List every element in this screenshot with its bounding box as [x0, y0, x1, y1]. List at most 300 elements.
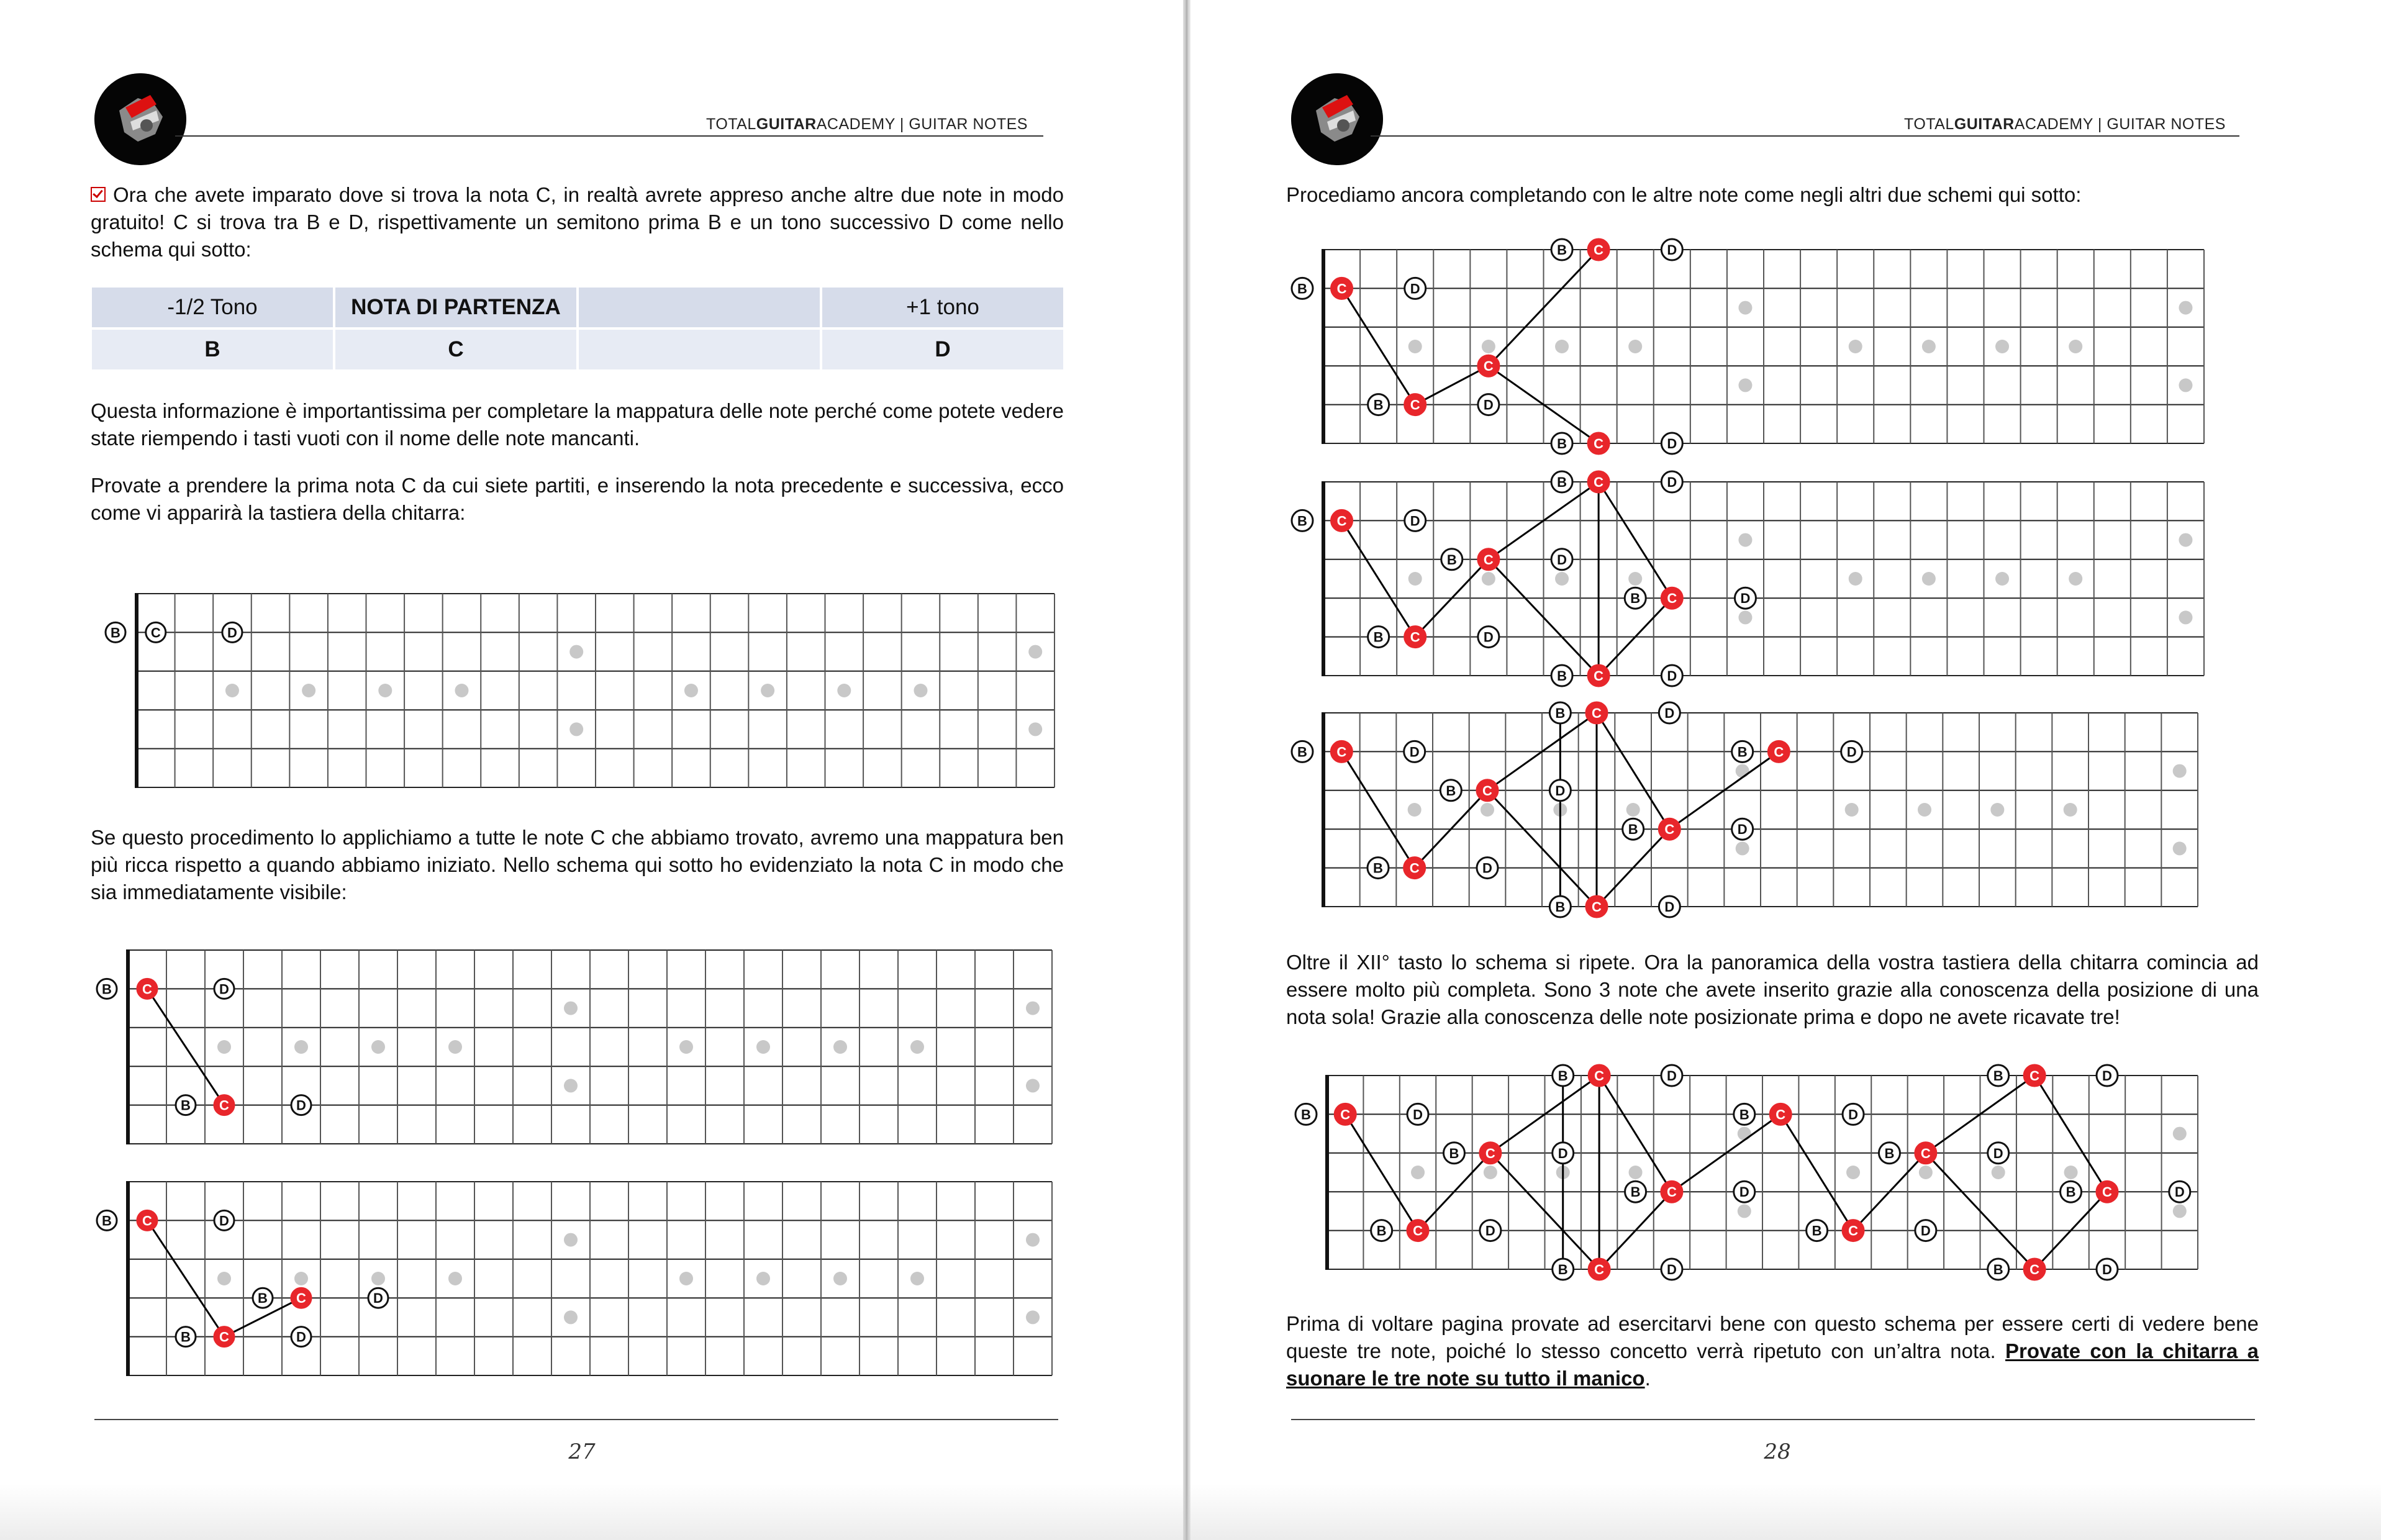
note-b [1440, 780, 1461, 801]
fretboard-diagram-7 [1286, 1061, 2267, 1284]
note-label: B [1301, 1107, 1311, 1123]
note-c-highlight [1661, 587, 1682, 609]
note-d [1915, 1220, 1936, 1241]
note-b [1367, 858, 1389, 879]
fretboard-diagram-2 [91, 943, 1059, 1154]
note-label: C [1483, 551, 1494, 568]
fret-marker [2064, 803, 2077, 817]
note-label: C [2030, 1068, 2040, 1084]
note-c-highlight [137, 1210, 157, 1230]
note-label: B [111, 625, 120, 641]
note-label: C [1336, 513, 1347, 529]
note-label: C [1413, 1223, 1423, 1239]
note-label: B [1884, 1145, 1895, 1161]
note-label: C [150, 625, 161, 641]
note-label: D [1667, 474, 1677, 490]
note-b [1295, 1103, 1317, 1125]
note-label: D [2102, 1262, 2112, 1277]
fret-marker [2173, 1127, 2187, 1141]
note-b [1988, 1259, 2009, 1280]
fret-marker [1408, 340, 1422, 353]
note-d [1661, 471, 1682, 492]
fretboard-diagram-4 [1286, 235, 2255, 458]
note-label: C [142, 1213, 152, 1229]
note-label: D [1557, 551, 1567, 568]
paragraph-first-c: Provate a prendere la prima nota C da cui siete partiti, e inserendo la nota precedente e successiva, ecco come vi apparirà la tastiera della chitarra: [91, 474, 1064, 524]
fret-marker [679, 1040, 693, 1054]
note-c-highlight [1405, 627, 1426, 648]
fret-marker [2179, 610, 2192, 624]
fret-marker [2179, 533, 2192, 547]
footer-rule [94, 1419, 1058, 1420]
note-label: C [142, 981, 152, 997]
note-b [97, 979, 117, 999]
note-d [1843, 1103, 1864, 1125]
fret-marker [569, 722, 583, 736]
fret-marker [756, 1272, 770, 1285]
note-d [1661, 1259, 1682, 1280]
fret-marker [1628, 340, 1642, 353]
fret-marker [1555, 572, 1569, 586]
fret-marker [761, 684, 774, 697]
note-c-highlight [1589, 1259, 1610, 1280]
note-b [1371, 1220, 1392, 1241]
note-d [214, 979, 234, 999]
fret-marker [294, 1040, 308, 1054]
note-d [1661, 665, 1682, 686]
fret-marker [1738, 301, 1752, 315]
fret-marker [371, 1040, 385, 1054]
fret-marker [1026, 1002, 1040, 1015]
note-label: B [1993, 1068, 2003, 1084]
note-d [222, 622, 242, 642]
note-b [1549, 702, 1571, 723]
note-b [1732, 741, 1753, 762]
note-label: D [296, 1329, 306, 1345]
fret-marker [1992, 1166, 2005, 1179]
right-page [1190, 0, 2381, 1540]
note-label: B [1739, 1107, 1749, 1123]
note-d [1405, 510, 1426, 531]
note-label: B [102, 981, 112, 997]
note-label: D [1483, 629, 1494, 645]
checkbox-icon [91, 187, 106, 202]
running-header: TOTALGUITARACADEMY | GUITAR NOTES [1904, 116, 2226, 133]
fret-marker [1026, 1310, 1040, 1324]
fret-marker [1849, 340, 1862, 353]
note-label: B [1449, 1145, 1459, 1161]
note-c-highlight [1661, 1181, 1682, 1202]
note-label: D [1667, 1068, 1677, 1084]
note-label: C [2102, 1184, 2112, 1200]
note-b [97, 1210, 117, 1230]
note-c [146, 622, 166, 642]
fretboard-diagram-5 [1286, 467, 2255, 691]
note-label: B [1630, 1184, 1641, 1200]
note-d [1735, 587, 1756, 609]
note-label: D [1483, 397, 1494, 413]
note-b [1549, 896, 1571, 917]
note-label: D [1664, 705, 1675, 721]
fret-marker [1738, 1204, 1751, 1218]
table-header-row [92, 288, 1063, 327]
fret-marker [2069, 572, 2082, 586]
note-b [2061, 1181, 2082, 1202]
note-label: B [1993, 1262, 2003, 1277]
note-b [1625, 1181, 1646, 1202]
note-label: D [1664, 899, 1675, 915]
fret-marker [378, 684, 392, 697]
note-b [253, 1288, 273, 1308]
note-c-highlight [2024, 1259, 2045, 1280]
note-d [1659, 702, 1680, 723]
note-label: D [1737, 822, 1748, 838]
fret-marker [1482, 572, 1495, 586]
note-b [1292, 510, 1313, 531]
note-c-highlight [1586, 896, 1607, 917]
note-label: C [1336, 744, 1347, 760]
fret-marker [1628, 572, 1642, 586]
note-label: D [1667, 1262, 1677, 1277]
table-header-cell: NOTA DI PARTENZA [335, 288, 576, 327]
note-label: B [1557, 668, 1567, 684]
note-label: D [1410, 513, 1420, 529]
fretboard-diagram-1 [93, 584, 1062, 795]
note-d [291, 1095, 311, 1115]
page-shadow [0, 1484, 2381, 1540]
note-label: B [1446, 551, 1457, 568]
fret-marker [564, 1079, 578, 1092]
note-label: B [181, 1097, 191, 1113]
note-label: D [1410, 281, 1420, 297]
header-rule [175, 135, 1043, 137]
fret-marker [1845, 803, 1859, 817]
note-label: B [1297, 513, 1307, 529]
fret-marker [1738, 533, 1752, 547]
note-label: D [2174, 1184, 2185, 1200]
note-c-highlight [1478, 549, 1499, 570]
fret-marker [294, 1272, 308, 1285]
note-label: B [1555, 705, 1566, 721]
fret-marker [448, 1040, 462, 1054]
note-d [1551, 549, 1572, 570]
fret-marker [833, 1040, 847, 1054]
note-label: D [1558, 1145, 1568, 1161]
table-cell [579, 330, 820, 369]
note-label: C [219, 1329, 229, 1345]
table-header-cell: +1 tono [822, 288, 1063, 327]
fret-marker [1738, 610, 1752, 624]
note-label: D [1667, 242, 1677, 258]
note-label: C [219, 1097, 229, 1113]
connector-line [1342, 520, 1415, 636]
note-d [1661, 433, 1682, 454]
note-label: C [1594, 474, 1604, 490]
note-label: C [1848, 1223, 1858, 1239]
note-label: D [1485, 1223, 1495, 1239]
note-c-highlight [1589, 1065, 1610, 1086]
fret-marker [1919, 1166, 1933, 1179]
note-label: B [1297, 281, 1307, 297]
note-d [2169, 1181, 2190, 1202]
fret-marker [1028, 645, 1042, 659]
note-d [2097, 1065, 2118, 1086]
note-b [1443, 1143, 1464, 1164]
fret-marker [1028, 722, 1042, 736]
note-label: C [2030, 1262, 2040, 1277]
note-c-highlight [1478, 355, 1499, 376]
note-b [1292, 741, 1313, 762]
fret-marker [1408, 572, 1422, 586]
fret-marker [564, 1002, 578, 1015]
note-label: C [1920, 1145, 1931, 1161]
note-label: C [1667, 1184, 1677, 1200]
note-d [1478, 627, 1499, 648]
note-label: B [1376, 1223, 1387, 1239]
fret-marker [2173, 841, 2187, 855]
fret-marker [756, 1040, 770, 1054]
note-table [89, 285, 1066, 372]
note-label: B [181, 1329, 191, 1345]
note-c-highlight [137, 979, 157, 999]
note-b [1551, 239, 1572, 260]
note-b [1368, 394, 1389, 415]
fret-marker [1922, 340, 1936, 353]
note-c-highlight [1588, 239, 1609, 260]
fret-marker [1484, 1166, 1497, 1179]
note-label: B [2066, 1184, 2076, 1200]
note-c-highlight [1770, 1103, 1791, 1125]
academy-logo [1291, 73, 1383, 165]
fret-marker [2064, 1166, 2078, 1179]
note-c-highlight [1331, 278, 1353, 299]
note-label: D [1667, 436, 1677, 451]
fret-marker [225, 684, 239, 697]
note-label: C [1410, 629, 1420, 645]
note-b [176, 1095, 196, 1115]
fretboard-diagram-6 [1286, 698, 2255, 922]
note-label: B [1558, 1262, 1568, 1277]
fret-marker [1849, 572, 1862, 586]
table-cell: B [92, 330, 333, 369]
fret-marker [1482, 340, 1495, 353]
note-label: C [1594, 436, 1604, 451]
note-b [176, 1327, 196, 1347]
page-number: 27 [568, 1439, 596, 1464]
note-b [1551, 433, 1572, 454]
note-d [1405, 278, 1426, 299]
fret-marker [1846, 1166, 1860, 1179]
note-label: B [1373, 397, 1384, 413]
fret-marker [1629, 1166, 1643, 1179]
fret-marker [2173, 1204, 2187, 1218]
connector-line [1345, 1114, 1418, 1230]
note-c-highlight [1407, 1220, 1428, 1241]
note-label: B [1446, 782, 1456, 799]
note-label: C [1664, 822, 1675, 838]
note-c-highlight [214, 1327, 234, 1347]
note-d [1732, 818, 1753, 840]
note-b [1441, 549, 1463, 570]
fret-marker [564, 1233, 578, 1247]
note-d [1553, 1143, 1574, 1164]
note-b [1553, 1259, 1574, 1280]
page-gutter [1183, 0, 1190, 1540]
left-page [0, 0, 1183, 1540]
table-cell: D [822, 330, 1063, 369]
note-label: B [1557, 436, 1567, 451]
fretboard-diagram-3 [91, 1174, 1059, 1385]
note-c-highlight [2024, 1065, 2045, 1086]
note-label: C [1592, 899, 1602, 915]
running-header: TOTALGUITARACADEMY | GUITAR NOTES [706, 116, 1028, 133]
note-c-highlight [1768, 741, 1789, 762]
note-label: D [1846, 744, 1857, 760]
note-label: D [1993, 1145, 2003, 1161]
page-number: 28 [1764, 1439, 1791, 1464]
fret-marker [1922, 572, 1936, 586]
note-d [1478, 394, 1499, 415]
fret-marker [914, 684, 927, 697]
note-d [291, 1327, 311, 1347]
paragraph-pattern: Oltre il XII° tasto lo schema si ripete. Ora la panoramica della vostra tastiera della chitarra comincia ad essere molto più completa. Sono 3 note che avete inserito grazie alla conoscenza della posizione di una nota sola! Grazie alla conoscenza delle note posizionate prima e dopo ne avete ricavate tre! [1286, 951, 2259, 1028]
connector-line [147, 1220, 224, 1336]
fret-marker [684, 684, 698, 697]
fret-marker [455, 684, 468, 697]
fret-marker [1995, 572, 2009, 586]
note-c-highlight [291, 1288, 311, 1308]
note-c-highlight [1586, 702, 1607, 723]
academy-logo [94, 73, 186, 165]
fret-marker [1481, 803, 1494, 817]
fret-marker [679, 1272, 693, 1285]
note-c-highlight [1659, 818, 1680, 840]
footer-rule [1291, 1419, 2255, 1420]
note-label: D [1482, 860, 1492, 876]
note-b [1807, 1220, 1828, 1241]
note-label: D [1555, 782, 1566, 799]
note-d [2097, 1259, 2118, 1280]
fret-marker [2179, 301, 2192, 315]
header-rule [1371, 135, 2239, 137]
note-b [106, 622, 125, 642]
note-label: B [1737, 744, 1748, 760]
note-b [1734, 1103, 1755, 1125]
note-d [1988, 1143, 2009, 1164]
note-d [1734, 1181, 1755, 1202]
note-d [1659, 896, 1680, 917]
note-label: C [1482, 782, 1492, 799]
fret-marker [1990, 803, 2004, 817]
fret-marker [1026, 1079, 1040, 1092]
fret-marker [569, 645, 583, 659]
note-label: B [1373, 860, 1383, 876]
fret-marker [2179, 378, 2192, 392]
fret-marker [1738, 1127, 1751, 1141]
note-label: B [258, 1290, 268, 1307]
note-label: C [1594, 668, 1604, 684]
note-c-highlight [1331, 741, 1352, 762]
fret-marker [1738, 378, 1752, 392]
note-c-highlight [1915, 1143, 1936, 1164]
fret-marker [217, 1272, 231, 1285]
note-label: B [102, 1213, 112, 1229]
note-label: D [1409, 744, 1420, 760]
note-label: B [1630, 591, 1641, 607]
fret-marker [1995, 340, 2009, 353]
note-b [1553, 1065, 1574, 1086]
note-label: C [1594, 1262, 1605, 1277]
note-label: C [1336, 281, 1347, 297]
note-d [1480, 1220, 1501, 1241]
note-label: C [1592, 705, 1602, 721]
note-c-highlight [1588, 433, 1609, 454]
fret-marker [448, 1272, 462, 1285]
note-d [214, 1210, 234, 1230]
note-label: D [219, 981, 229, 997]
note-label: B [1558, 1068, 1568, 1084]
note-label: D [1739, 1184, 1749, 1200]
note-label: D [373, 1290, 383, 1307]
note-c-highlight [1404, 858, 1425, 879]
note-b [1879, 1143, 1900, 1164]
table-cell: C [335, 330, 576, 369]
note-b [1551, 665, 1572, 686]
note-label: B [1557, 242, 1567, 258]
note-b [1292, 278, 1313, 299]
note-d [1477, 858, 1498, 879]
note-label: C [1776, 1107, 1786, 1123]
table-header-cell [579, 288, 820, 327]
fret-marker [1555, 340, 1569, 353]
fret-marker [910, 1272, 924, 1285]
note-c-highlight [1405, 394, 1426, 415]
fret-marker [1408, 803, 1422, 817]
table-header-cell: -1/2 Tono [92, 288, 333, 327]
note-label: B [1812, 1223, 1822, 1239]
fret-marker [837, 684, 851, 697]
note-label: C [1774, 744, 1784, 760]
note-label: B [1297, 744, 1307, 760]
note-c-highlight [1588, 471, 1609, 492]
note-label: C [1340, 1107, 1351, 1123]
intro-paragraph: Ora che avete imparato dove si trova la nota C, in realtà avrete appreso anche altre due note in modo gratuito! C si trova tra B e D, rispettivamente un semitono prima B e un tono successivo D come nello schema qui sotto: [91, 183, 1064, 261]
note-d [1549, 780, 1571, 801]
connector-line [1341, 751, 1414, 867]
fret-marker [371, 1272, 385, 1285]
fret-marker [302, 684, 315, 697]
note-label: D [1413, 1107, 1423, 1123]
fret-marker [217, 1040, 231, 1054]
fret-marker [1736, 841, 1749, 855]
note-label: D [2102, 1068, 2112, 1084]
note-d [368, 1288, 388, 1308]
note-label: D [1848, 1107, 1858, 1123]
connector-line [1415, 366, 1489, 404]
note-label: C [1483, 358, 1494, 374]
note-label: C [1409, 860, 1420, 876]
fret-marker [1918, 803, 1931, 817]
fret-marker [2069, 340, 2082, 353]
note-label: C [296, 1290, 306, 1307]
note-d [1661, 1065, 1682, 1086]
fret-marker [2173, 764, 2187, 778]
note-d [1407, 1103, 1428, 1125]
connector-line [1342, 288, 1415, 404]
note-b [1988, 1065, 2009, 1086]
note-b [1625, 587, 1646, 609]
paragraph-practice: Prima di voltare pagina provate ad esercitarvi bene con questo schema per essere certi di vedere bene queste tre note, poiché lo stesso concetto verrà ripetuto con un’altra nota. Provate con la chitarra a suonare le tre note su tutto il manico. [1286, 1312, 2259, 1390]
